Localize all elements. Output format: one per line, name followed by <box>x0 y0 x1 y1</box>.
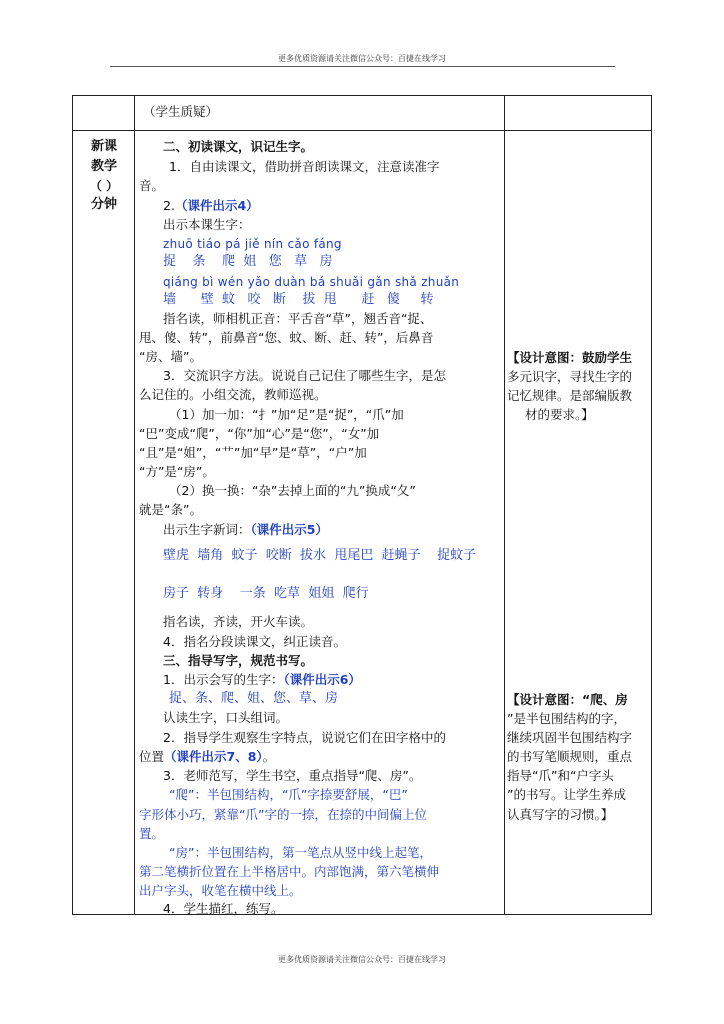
note-line: ”是半包围结构的字， <box>507 711 626 726</box>
vocabulary-line: 壁虎 墙角 蚊子 咬断 拔水 甩尾巴 赶蝇子 捉蚊子 <box>163 548 477 563</box>
courseware-note: （课件出示7、8） <box>164 749 263 764</box>
row-divider <box>73 130 651 131</box>
content-line: 4．指名分段读课文，纠正读音。 <box>163 634 346 649</box>
courseware-note: （课件出示5） <box>250 522 328 537</box>
content-line: 3．交流识字方法。说说自己记住了哪些生字，是怎 <box>163 368 446 383</box>
label-line: 分钟 <box>90 197 117 212</box>
content-line <box>163 672 361 688</box>
content-line <box>139 749 275 765</box>
label-line: 新课 <box>90 139 117 154</box>
content-text: 。 <box>262 749 276 764</box>
content-line: 1．自由读课文，借助拼音朗读课文，注意读准字 <box>169 159 440 174</box>
content-line: “房、墙”。 <box>139 349 202 364</box>
note-line: 继续巩固半包围结构字 <box>507 730 633 745</box>
note-line: 记忆规律。是部编版教 <box>507 388 633 403</box>
content-line: 认读生字，口头组词。 <box>163 710 289 725</box>
content-text: 1．出示会写的生字： <box>163 672 284 687</box>
courseware-note: （课件出示6） <box>283 672 361 687</box>
note-line: 指导“爪”和“户字头 <box>507 768 614 783</box>
content-line: （2）换一换：“杂”去掉上面的“九”换成“夂” <box>169 483 416 498</box>
content-line: “巴”变成“爬”，“你”加“心”是“您”，“女”加 <box>139 426 380 441</box>
content-line: 么记住的。小组交流，教师巡视。 <box>139 387 327 402</box>
pinyin-line: qiáng bì wén yǎo duàn bá shuǎi gǎn shǎ zhuǎn <box>163 275 460 289</box>
note-line: 认真写字的习惯。】 <box>507 807 614 822</box>
page-header: 更多优质资源请关注微信公众号：百捷在线学习 <box>278 54 446 63</box>
note-line: ”的书写。让学生养成 <box>507 787 626 802</box>
page-footer: 更多优质资源请关注微信公众号：百捷在线学习 <box>278 955 446 964</box>
pinyin-line: zhuō tiáo pá jiě nín cǎo fáng <box>163 237 342 251</box>
header-rule <box>110 66 615 67</box>
character-line: 捉、条、爬、姐、您、草、房 <box>169 691 339 706</box>
column-divider-1 <box>134 96 135 914</box>
character-line: 捉 条 爬 姐 您 草 房 <box>163 254 333 269</box>
label-line: （ ） <box>89 179 119 193</box>
content-line: 4．学生描红，练写。 <box>163 901 284 916</box>
content-line: 就是“条”。 <box>139 502 202 517</box>
content-line: 第二笔横折位置在上半格居中。内部饱满，第六笔横伸 <box>139 864 440 879</box>
label-line: 教学 <box>90 159 117 174</box>
content-line: 置。 <box>139 826 165 841</box>
content-text: 位置 <box>139 749 165 764</box>
content-line: 3．老师范写，学生书空，重点指导“爬、房”。 <box>163 768 422 783</box>
content-line: 出户字头，收笔在横中线上。 <box>139 883 302 898</box>
note-line: 材的要求。】 <box>525 407 594 422</box>
content-line: “且”是“姐”，“艹”加“早”是“草”，“户”加 <box>139 445 367 460</box>
row1-content: （学生质疑） <box>143 104 219 119</box>
content-line: “房”：半包围结构，第一笔点从竖中线上起笔， <box>169 845 432 860</box>
step-number: 2. <box>163 198 175 213</box>
courseware-note: （课件出示4） <box>174 198 259 213</box>
note-line: 【设计意图：“爬、房 <box>507 692 628 707</box>
vocabulary-line: 房子 转身 一条 吃草 姐姐 爬行 <box>163 586 369 601</box>
note-line: 【设计意图：鼓励学生 <box>507 350 633 365</box>
content-line: （1）加一加：“扌”加“足”是“捉”，“爪”加 <box>169 407 404 422</box>
content-line: 指名读，齐读，开火车读。 <box>163 614 314 629</box>
content-line: 音。 <box>139 178 165 193</box>
column-divider-2 <box>504 96 505 914</box>
content-line: 字形体小巧，紧靠“爪”字的一捺，在捺的中间偏上位 <box>139 807 427 822</box>
section-heading: 二、初读课文，识记生字。 <box>163 139 314 154</box>
content-line: 指名读，师相机正音：平舌音“草”，翘舌音“捉、 <box>163 311 433 326</box>
content-line <box>163 522 328 538</box>
content-line: “方”是“房”。 <box>139 464 215 479</box>
note-line: 的书写笔顺规则，重点 <box>507 749 633 764</box>
lesson-table <box>72 95 652 915</box>
content-line: 2．指导学生观察生字特点，说说它们在田字格中的 <box>163 730 446 745</box>
content-line: “爬”：半包围结构，“爪”字捺要舒展，“巴” <box>169 787 408 802</box>
content-line <box>163 198 259 214</box>
content-line: 甩、傻、转”，前鼻音“您、蚊、断、赶、转”，后鼻音 <box>139 330 434 345</box>
character-line: 墙 壁 蚊 咬 断 拔 甩 赶 傻 转 <box>163 292 434 307</box>
content-text: 出示生字新词： <box>163 522 251 537</box>
content-line: 出示本课生字： <box>163 217 251 232</box>
section-heading: 三、指导写字，规范书写。 <box>163 653 314 668</box>
note-line: 多元识字，寻找生字的 <box>507 369 633 384</box>
